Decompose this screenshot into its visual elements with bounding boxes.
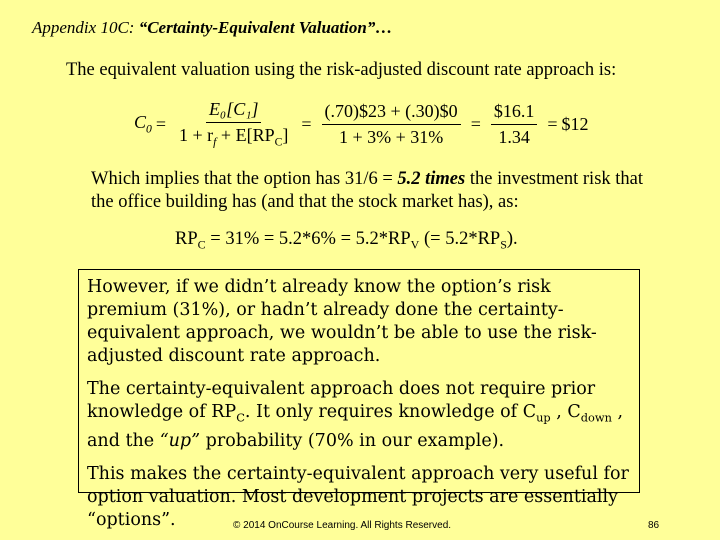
fraction-numeric-numerator: (.70)$23 + (.30)$0 — [322, 101, 461, 125]
title-prefix: Appendix 10C: — [32, 18, 139, 37]
equals-sign: = — [470, 113, 481, 134]
equals-sign: = — [155, 113, 167, 134]
implies-paragraph — [91, 168, 651, 214]
equation-lhs: $C_0$ — [134, 112, 152, 136]
equation-result: $12 — [561, 113, 589, 134]
equals-sign: = — [301, 113, 312, 134]
fraction-general-denominator: $1 + r_f + E[RP_C]$ — [179, 125, 289, 149]
note-paragraph-1: However, if we didn’t already know the option’s risk premium (31%), or hadn’t already done the certainty-equivalent approach, we wouldn’t be able to use the risk-adjusted discount rate approach. — [87, 277, 597, 366]
fraction-general-numerator: E₀[C₁] — [206, 99, 262, 123]
implies-text-1: Which implies that the option has 31/6 = — [91, 169, 398, 189]
fraction-simplified-numerator: $16.1 — [491, 101, 538, 125]
intro-text: The equivalent valuation using the risk-adjusted discount rate approach is: — [66, 60, 617, 80]
fraction-simplified-denominator: 1.34 — [498, 126, 530, 147]
fraction-general — [176, 99, 291, 149]
risk-premium-line: $RP_C = 31\% = 5.2*6\% = 5.2*RP_V$ (= $5.2*RP_S$). — [175, 229, 518, 252]
copyright-text: © 2014 OnCourse Learning. All Rights Reserved. — [233, 520, 452, 531]
slide-title — [32, 18, 392, 38]
implies-emphasis: 5.2 times — [397, 169, 466, 189]
fraction-numeric — [322, 101, 461, 148]
equals-sign: = — [547, 113, 558, 134]
title-main: “Certainty-Equivalent Valuation”… — [138, 18, 393, 37]
implies-text-2: the investment risk that the office building has (and that the stock market has), as: — [91, 169, 644, 212]
fraction-numeric-denominator: 1 + 3% + 31% — [338, 126, 444, 147]
note-paragraph-2: The certainty-equivalent approach does not require prior knowledge of $RP_C$. It only requires knowledge of $C_{up}$ , $C_{down}$ , and the “up” probability (70% in our example). — [87, 379, 624, 451]
valuation-equation — [134, 96, 589, 152]
note-paragraph-3: This makes the certainty-equivalent approach very useful for option valuation. Most development projects are essentially “options”. — [87, 463, 629, 530]
fraction-simplified — [491, 101, 538, 148]
page-number: 86 — [648, 520, 660, 531]
